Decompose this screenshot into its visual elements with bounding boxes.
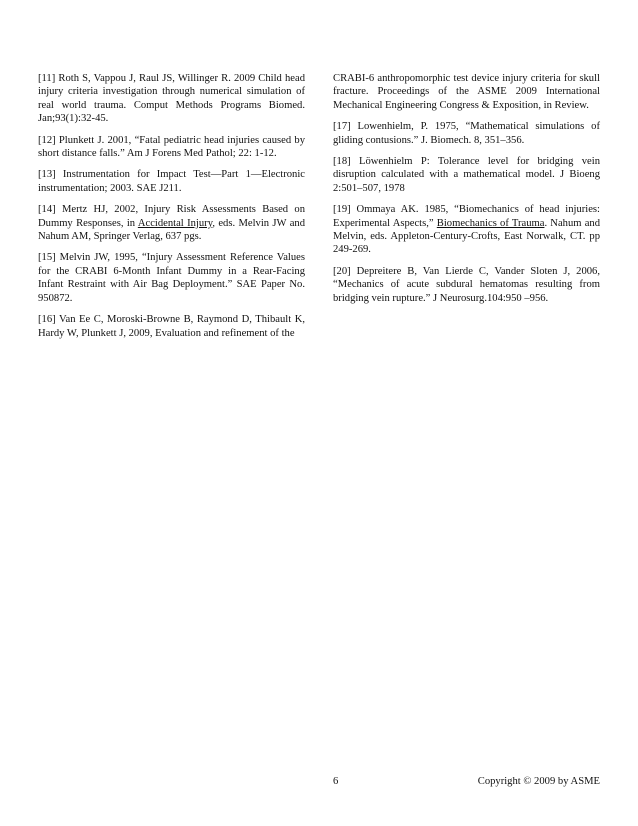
reference-18: [18] Löwenhielm P: Tolerance level for bridging vein disruption calculated with a mathematical model. J Bioeng 2:501–507, 1978 [333, 156, 600, 194]
reference-15: [15] Melvin JW, 1995, “Injury Assessment Reference Values for the CRABI 6-Month Infant Dummy in a Rear-Facing Infant Restraint with Air Bag Deployment.” SAE Paper No. 950872. [38, 252, 305, 304]
book-title-underlined: Accidental Injury [137, 217, 213, 229]
reference-13: [13] Instrumentation for Impact Test—Part 1—Electronic instrumentation; 2003. SAE J211. [38, 169, 305, 194]
page-number: 6 [333, 776, 339, 787]
reference-20: [20] Depreitere B, Van Lierde C, Vander Sloten J, 2006, “Mechanics of acute subdural hematomas resulting from bridging vein rupture.” J Neurosurg.104:950 –956. [333, 265, 600, 304]
reference-11: [11] Roth S, Vappou J, Raul JS, Willinger R. 2009 Child head injury criteria investigation through numerical simulation of real world trauma. Comput Methods Programs Biomed. Jan;93(1):32-45. [38, 73, 305, 125]
reference-17: [17] Lowenhielm, P. 1975, “Mathematical simulations of gliding contusions.” J. Biomech. 8, 351–356. [333, 121, 600, 146]
reference-12: [12] Plunkett J. 2001, “Fatal pediatric head injuries caused by short distance falls.” Am J Forens Med Pathol; 22: 1-12. [38, 134, 305, 160]
reference-16-continued: CRABI-6 anthropomorphic test device injury criteria for skull fracture. Proceedings of the ASME 2009 International Mechanical Engineering Congress & Exposition, in Review. [333, 73, 600, 111]
copyright-notice: Copyright © 2009 by ASME [477, 776, 600, 787]
right-column [333, 72, 600, 313]
reference-14: [14] Mertz HJ, 2002, Injury Risk Assessments Based on Dummy Responses, in Accidental Injury, eds. Melvin JW and Nahum AM, Springer Verlag, 637 pgs. [38, 204, 306, 243]
reference-16: [16] Van Ee C, Moroski-Browne B, Raymond D, Thibault K, Hardy W, Plunkett J, 2009, Evaluation and refinement of the [38, 314, 305, 339]
left-column [38, 72, 305, 348]
reference-19: [19] Ommaya AK. 1985, “Biomechanics of head injuries: Experimental Aspects,” Biomechanics of Trauma. Nahum and Melvin, eds. Appleton-Century-Crofts, East Norwalk, CT. pp 249-269. [333, 204, 600, 256]
book-title-underlined: Biomechanics of Trauma [436, 217, 545, 229]
